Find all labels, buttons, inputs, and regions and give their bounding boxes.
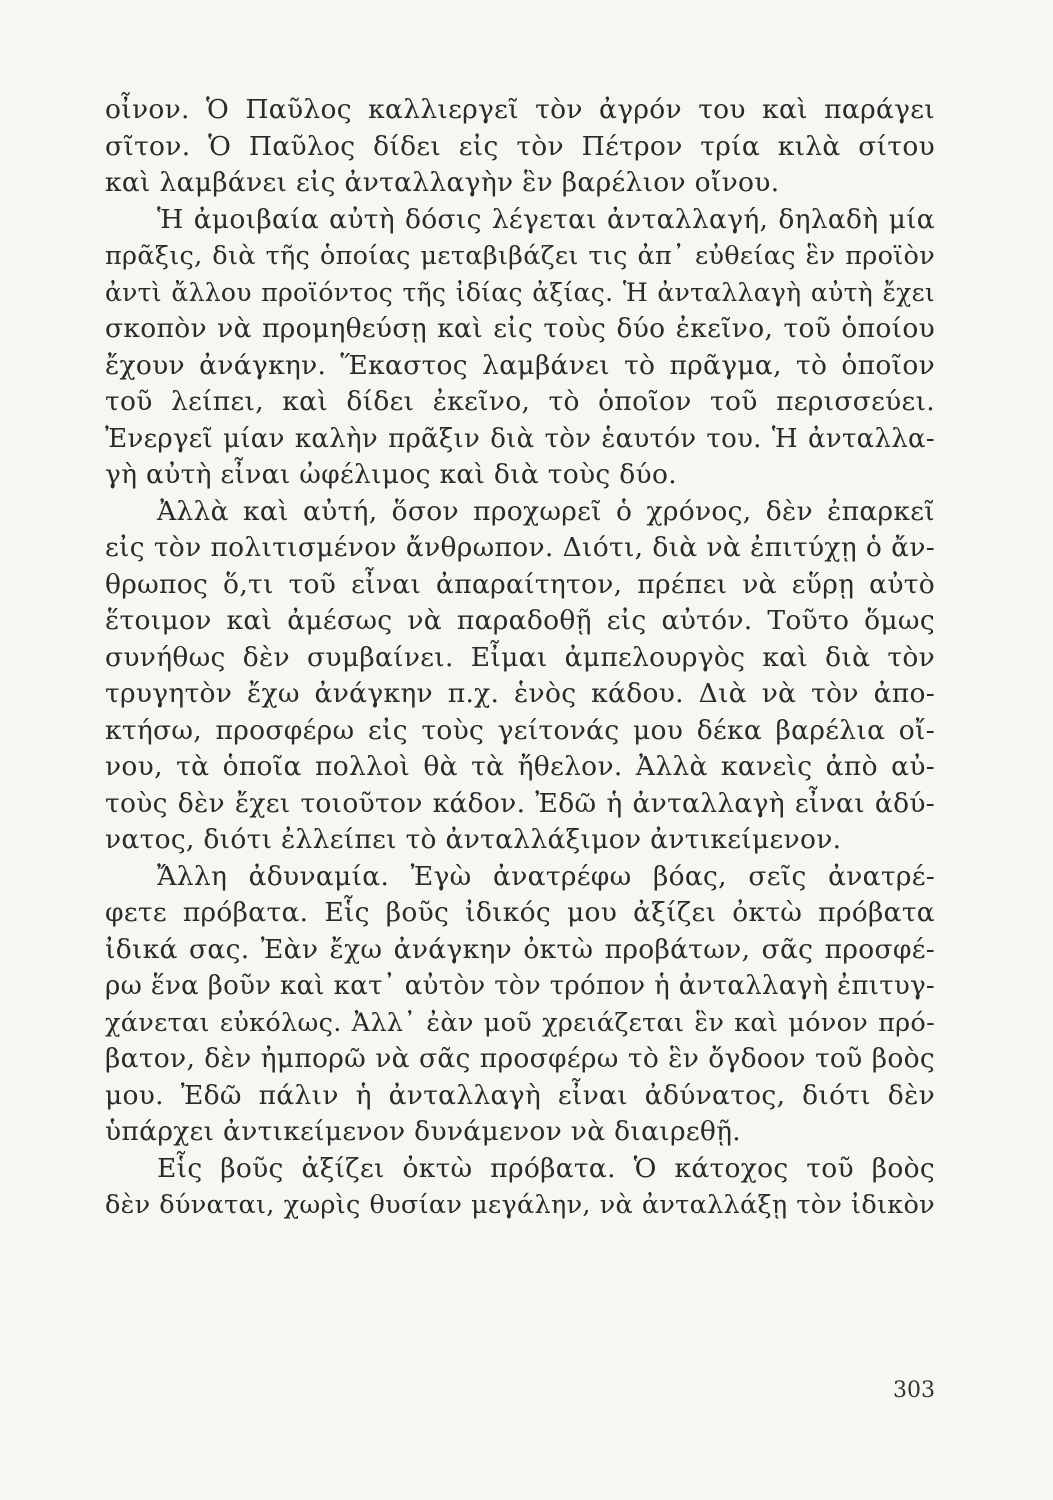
text-line: τρυγητὸν ἔχω ἀνάγκην π.χ. ἑνὸς κάδου. Διὰ νὰ τὸν ἀπο- bbox=[105, 678, 935, 709]
text-line: τοὺς δὲν ἔχει τοιοῦτον κάδον. Ἐδῶ ἡ ἀνταλλαγὴ εἶναι ἀδύ- bbox=[105, 787, 935, 819]
text-line: θρωπος ὅ,τι τοῦ εἶναι ἀπαραίτητον, πρέπει νὰ εὕρῃ αὐτὸ bbox=[105, 568, 935, 600]
text-line: εἰς τὸν πολιτισμένον ἄνθρωπον. Διότι, διὰ νὰ ἐπιτύχῃ ὁ ἄν- bbox=[105, 532, 935, 563]
text-line: ἰδικά σας. Ἐὰν ἔχω ἀνάγκην ὀκτὼ προβάτων, σᾶς προσφέ- bbox=[105, 933, 935, 965]
text-line: δὲν δύναται, χωρὶς θυσίαν μεγάλην, νὰ ἀνταλλάξῃ τὸν ἰδικὸν bbox=[105, 1190, 935, 1220]
text-line: ἔχουν ἀνάγκην. Ἕκαστος λαμβάνει τὸ πρᾶγμα, τὸ ὁποῖον bbox=[105, 349, 935, 381]
body-text bbox=[105, 92, 935, 1224]
text-line: ὑπάρχει ἀντικείμενον δυνάμενον νὰ διαιρεθῇ. bbox=[105, 1116, 742, 1147]
text-line: νου, τὰ ὁποῖα πολλοὶ θὰ τὰ ἤθελον. Ἀλλὰ κανεὶς ἀπὸ αὐ- bbox=[105, 751, 935, 782]
text-line: Ἀλλὰ καὶ αὐτή, ὅσον προχωρεῖ ὁ χρόνος, δὲν ἐπαρκεῖ bbox=[157, 495, 935, 527]
text-line: καὶ λαμβάνει εἰς ἀνταλλαγὴν ἓν βαρέλιον οἴνου. bbox=[105, 167, 780, 198]
text-line: συνήθως δὲν συμβαίνει. Εἶμαι ἀμπελουργὸς καὶ διὰ τὸν bbox=[105, 641, 935, 673]
page-number: 303 bbox=[893, 1378, 935, 1403]
text-line: τοῦ λείπει, καὶ δίδει ἐκεῖνο, τὸ ὁποῖον τοῦ περισσεύει. bbox=[105, 386, 935, 417]
text-line: χάνεται εὐκόλως. Ἀλλ᾽ ἐὰν μοῦ χρειάζεται ἓν καὶ μόνον πρό- bbox=[105, 1007, 935, 1038]
text-line: Εἷς βοῦς ἀξίζει ὀκτὼ πρόβατα. Ὁ κάτοχος τοῦ βοὸς bbox=[157, 1152, 935, 1184]
text-line: μου. Ἐδῶ πάλιν ἡ ἀνταλλαγὴ εἶναι ἀδύνατος, διότι δὲν bbox=[105, 1079, 935, 1111]
text-line: σῖτον. Ὁ Παῦλος δίδει εἰς τὸν Πέτρον τρία κιλὰ σίτου bbox=[105, 130, 935, 162]
text-line: γὴ αὐτὴ εἶναι ὠφέλιμος καὶ διὰ τοὺς δύο. bbox=[105, 459, 677, 490]
text-line: πρᾶξις, διὰ τῆς ὁποίας μεταβιβάζει τις ἀπ᾽ εὐθείας ἓν προϊὸν bbox=[105, 241, 935, 271]
text-line: οἶνον. Ὁ Παῦλος καλλιεργεῖ τὸν ἀγρόν του καὶ παράγει bbox=[105, 94, 935, 125]
text-line: νατος, διότι ἐλλείπει τὸ ἀνταλλάξιμον ἀντικείμενον. bbox=[105, 824, 842, 855]
text-line: σκοπὸν νὰ προμηθεύσῃ καὶ εἰς τοὺς δύο ἐκεῖνο, τοῦ ὁποίου bbox=[105, 313, 935, 344]
text-line: φετε πρόβατα. Εἷς βοῦς ἰδικός μου ἀξίζει ὀκτὼ πρόβατα bbox=[105, 897, 935, 928]
text-line: ρω ἕνα βοῦν καὶ κατ᾽ αὐτὸν τὸν τρόπον ἡ ἀνταλλαγὴ ἐπιτυγ- bbox=[105, 971, 935, 1001]
text-line: κτήσω, προσφέρω εἰς τοὺς γείτονάς μου δέκα βαρέλια οἴ- bbox=[105, 714, 935, 746]
text-line: ἕτοιμον καὶ ἀμέσως νὰ παραδοθῇ εἰς αὐτόν. Τοῦτο ὅμως bbox=[105, 605, 935, 636]
text-line: Ἡ ἀμοιβαία αὐτὴ δόσις λέγεται ἀνταλλαγή, δηλαδὴ μία bbox=[157, 203, 935, 235]
text-line: ἀντὶ ἄλλου προϊόντος τῆς ἰδίας ἀξίας. Ἡ ἀνταλλαγὴ αὐτὴ ἔχει bbox=[105, 277, 935, 307]
text-line: Ἄλλη ἀδυναμία. Ἐγὼ ἀνατρέφω βόας, σεῖς ἀνατρέ- bbox=[157, 860, 935, 892]
text-line: βατον, δὲν ἠμπορῶ νὰ σᾶς προσφέρω τὸ ἓν ὄγδοον τοῦ βοὸς bbox=[105, 1043, 935, 1074]
text-line: Ἐνεργεῖ μίαν καλὴν πρᾶξιν διὰ τὸν ἑαυτόν του. Ἡ ἀνταλλα- bbox=[105, 423, 935, 454]
